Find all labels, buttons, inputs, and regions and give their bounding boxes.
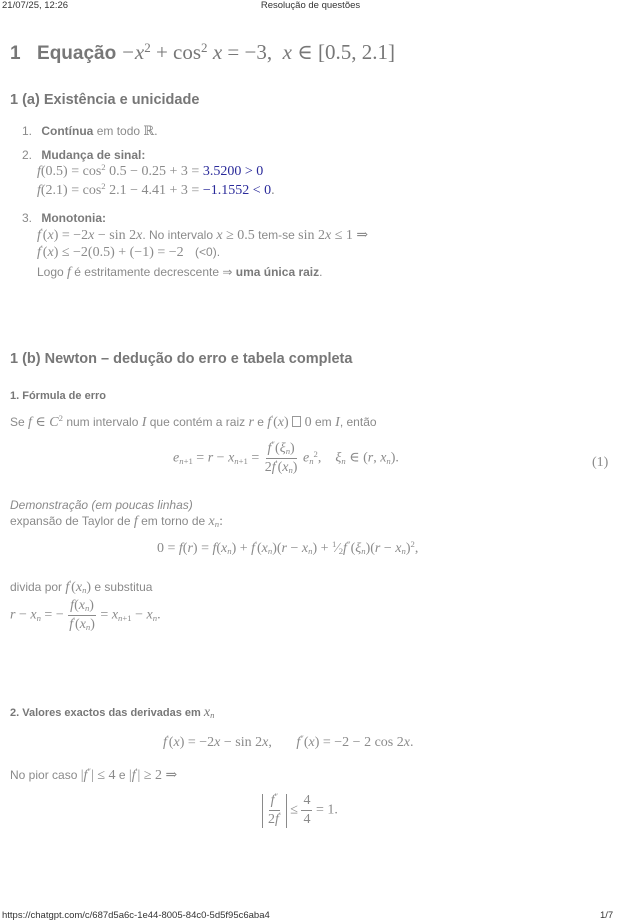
bound-ratio: $\frac{f''}{2f'}$ ≤ $\frac{4}{4}$ = 1. <box>262 793 338 828</box>
item-3-bold: Monotonia: <box>41 211 107 225</box>
section-1-heading <box>10 40 395 65</box>
formula-heading: 1. Fórmula de erro <box>10 390 106 402</box>
item-3 <box>22 211 106 225</box>
monotonia-line-1: f′(x) = −2x − sin 2x. No intervalo x ≥ 0.5 tem-se sin 2x ≤ 1 ⇒ <box>37 226 369 243</box>
print-datetime: 21/07/25, 12:26 <box>2 0 69 11</box>
monotonia-line-3: Logo f é estritamente decrescente ⇒ uma única raiz. <box>37 265 323 280</box>
footer-page-number: 1/7 <box>600 910 614 921</box>
error-formula: $e_{n+1} = r - x_{n+1}$ = $\frac{f''(\xi_n)}{2f'(x_n)}$ $e_n^2$, $\xi_n$ ∈ (r, $x_n$). <box>173 439 399 476</box>
footer-url: https://chatgpt.com/c/687d5a6c-1e44-8005-84c0-5d5f95c6aba4 <box>2 910 270 921</box>
page-title: Resolução de questões <box>260 0 361 11</box>
divide-line: divida por $f'(x_n)$ e substitua <box>10 578 153 596</box>
values-heading: 2. Valores exactos das derivadas em $x_n$ <box>10 705 215 721</box>
reals-symbol: ℝ. <box>143 123 158 138</box>
item-2-bold: Mudança de sinal: <box>41 148 146 162</box>
sign-change-line-2: $f(2.1) = \cos^2 2.1 - 4.41 + 3 = -1.1552 < 0$. <box>37 181 275 198</box>
demo-title: Demonstração (em poucas linhas) <box>10 498 193 512</box>
worst-case-line: No pior caso |f″| ≤ 4 e |f′| ≥ 2 ⇒ <box>10 766 178 783</box>
error-intro: Se f ∈ $C^2$ num intervalo I que contém a raiz r e f′(x) 0 em I, então <box>10 413 377 430</box>
equation-main: $-x^2 + \cos^2 x = -3$, x ∈ [0.5, 2.1] <box>120 39 395 64</box>
item-2 <box>22 148 145 162</box>
taylor-expansion: $0 = f(r) = f(x_n) + f'(x_n)(r - x_n)$ + $^1⁄_2f''(\xi_n)(r - x_n)^2$, <box>157 539 419 557</box>
item-3-number: 3. <box>22 211 33 225</box>
item-1-bold: Contínua <box>41 124 94 138</box>
item-2-number: 2. <box>22 148 33 162</box>
item-1 <box>22 123 157 139</box>
derivatives: f′(x) = −2x − sin 2x, f″(x) = −2 − 2 cos 2x. <box>163 733 414 750</box>
section-number: 1 <box>10 43 21 64</box>
item-1-number: 1. <box>22 124 33 138</box>
section-word: Equação <box>37 43 117 64</box>
subsection-a-title: 1 (a) Existência e unicidade <box>10 92 200 108</box>
equation-number: (1) <box>592 455 609 470</box>
newton-step: $r - x_n$ = − $\frac{f(x_n)}{f'(x_n)}$ = $x_{n+1} - x_n$. <box>10 598 161 633</box>
demo-line: expansão de Taylor de f em torno de $x_n$: <box>10 514 223 530</box>
monotonia-line-2: f′(x) ≤ −2(0.5) + (−1) = −2 (<0). <box>37 243 221 260</box>
item-1-text: em todo <box>96 124 141 138</box>
sign-change-line-1: $f(0.5) = \cos^2 0.5 - 0.25 + 3 = 3.5200 > 0$ <box>37 162 264 179</box>
subsection-b-title: 1 (b) Newton – dedução do erro e tabela completa <box>10 351 353 367</box>
